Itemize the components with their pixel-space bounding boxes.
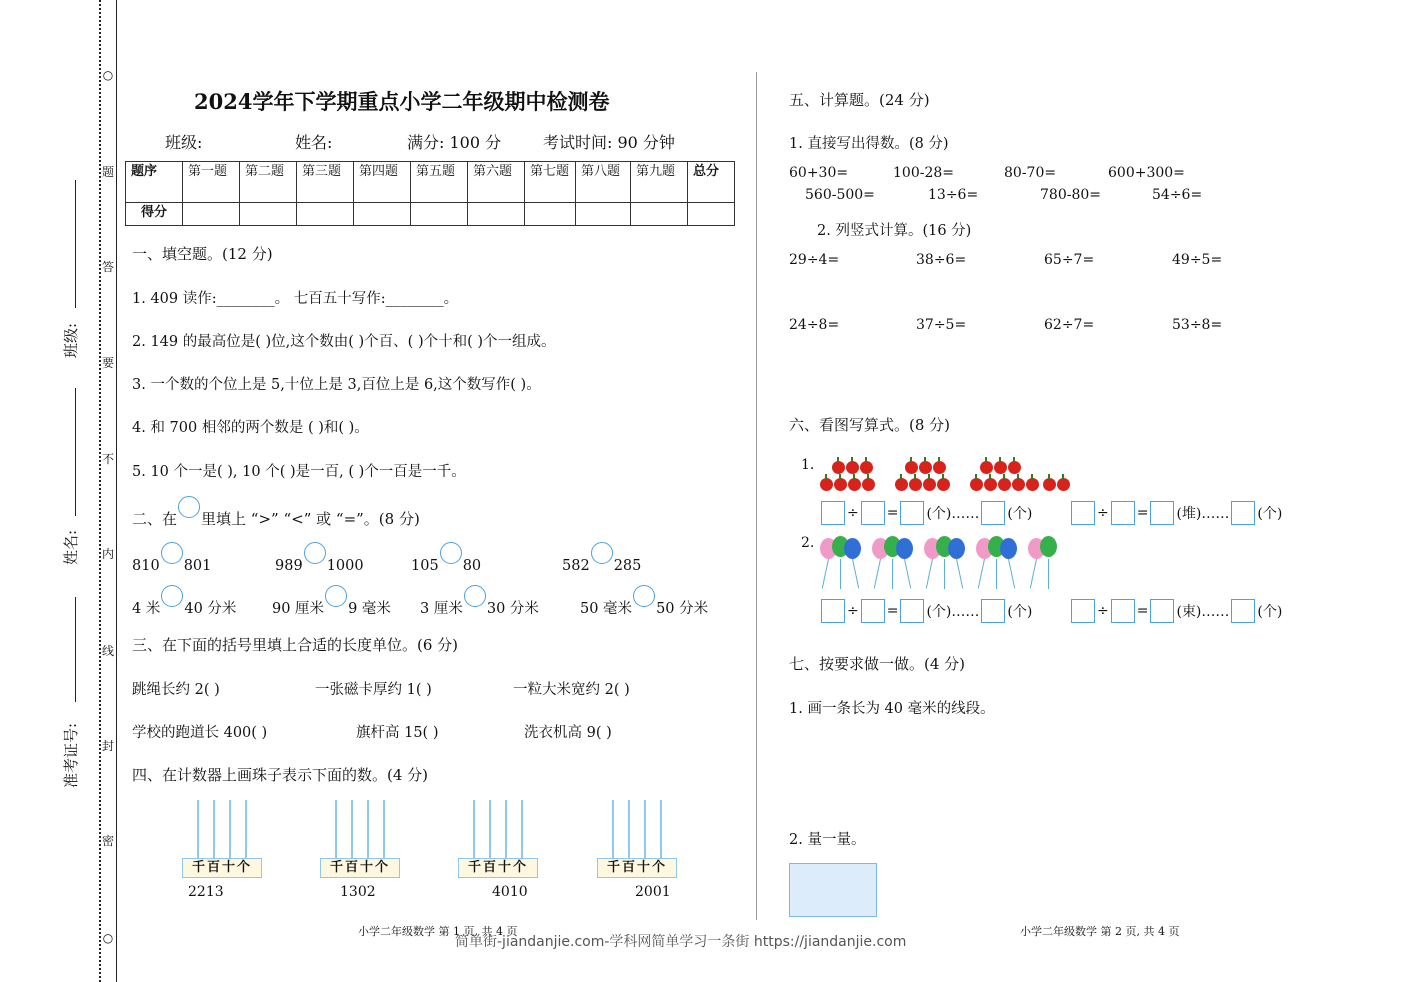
section3-heading: 三、在下面的括号里填上合适的长度单位。(6 分) [132,636,459,654]
s3-item: 洗衣机高 9( ) [524,725,612,741]
apple-icon [834,478,847,491]
balloon-string [1030,559,1037,589]
balloon-string [956,559,963,589]
compare-circle[interactable] [161,585,183,607]
unit-label: (个) [1257,506,1283,522]
balloon-icon [948,538,965,559]
balloon-string [1008,559,1015,589]
divide-sign: ÷ [1097,505,1109,521]
section6-heading: 六、看图写算式。(8 分) [789,416,951,434]
score-cell[interactable] [576,203,631,226]
pair-right: 1000 [326,558,364,574]
s2-pair [275,550,364,574]
answer-box[interactable] [1071,599,1095,623]
equals-sign: = [886,505,899,521]
apple-icon [860,461,873,474]
apple-icon [820,478,833,491]
side-label-exam-id: 准考证号: [62,722,80,788]
calc-item: 80-70= [1004,165,1057,181]
s2-pair [580,593,708,618]
answer-box[interactable] [1071,501,1095,525]
s1-item: 5. 10 个一是( ), 10 个( )是一百, ( )个一百是一千。 [132,464,466,480]
score-header: 题序 [126,162,183,203]
calc-item: 29÷4= [789,252,840,268]
score-header: 第八题 [576,162,631,203]
calc-item: 54÷6= [1152,187,1203,203]
s6-part2-label: 2. [801,535,815,551]
apple-icon [980,461,993,474]
pair-left: 50 毫米 [580,601,633,617]
section1-heading: 一、填空题。(12 分) [132,245,273,263]
s1-item: 2. 149 的最高位是( )位,这个数由( )个百、( )个十和( )个一组成。 [132,334,556,350]
calc-item: 53÷8= [1172,317,1223,333]
score-header: 总分 [688,162,735,203]
unit-label: (束)…… [1176,604,1230,620]
score-header: 第二题 [240,162,297,203]
s1-item: 1. 409 读作:________。 七百五十写作:________。 [132,291,459,307]
apple-icon [1057,478,1070,491]
balloon-string [840,559,841,589]
calc-item: 780-80= [1040,187,1101,203]
calc-item: 37÷5= [916,317,967,333]
section4-heading: 四、在计数器上画珠子表示下面的数。(4 分) [132,766,429,784]
section2-heading [132,504,420,529]
unit-label: (个)…… [926,604,980,620]
calc-item: 13÷6= [928,187,979,203]
compare-circle[interactable] [161,542,183,564]
balloon-string [978,559,985,589]
calc-item: 100-28= [893,165,954,181]
section5-heading: 五、计算题。(24 分) [789,91,930,109]
score-row-label: 得分 [126,203,183,226]
s3-item: 一粒大米宽约 2( ) [513,682,630,698]
abacus-number: 1302 [340,884,376,900]
compare-circle[interactable] [304,542,326,564]
apple-icon [1026,478,1039,491]
footer-left: 小学二年级数学 第 1 页, 共 4 页 [358,925,518,938]
apple-icon [923,478,936,491]
score-cell[interactable] [297,203,354,226]
calc-item: 65÷7= [1044,252,1095,268]
equation-row-4 [1071,599,1284,623]
calc-item: 49÷5= [1172,252,1223,268]
calc-item: 560-500= [805,187,875,203]
abacus [458,800,538,900]
pair-right: 9 毫米 [348,601,391,617]
s2-heading-b: 里填上 “>” “<” 或 “=”。(8 分) [201,510,420,528]
s5-sub2: 2. 列竖式计算。(16 分) [817,223,972,239]
seal-char: 要 [101,356,114,370]
compare-circle[interactable] [325,585,347,607]
equals-sign: = [1136,505,1149,521]
equation-row-1 [821,501,1034,525]
s2-pair [272,593,391,618]
score-cell[interactable] [525,203,576,226]
seal-char: ○ [102,68,114,82]
answer-box[interactable] [900,599,924,623]
apple-icon [846,461,859,474]
score-header: 第一题 [183,162,240,203]
s2-pair [132,550,211,574]
balloon-string [996,559,997,589]
seal-char: 题 [101,165,114,179]
side-label-class: 班级: [62,322,80,358]
seal-char: 密 [101,834,114,848]
balloon-string [904,559,911,589]
apple-icon [895,478,908,491]
seal-char: 封 [101,739,114,753]
abacus-number: 2213 [188,884,224,900]
section7-heading: 七、按要求做一做。(4 分) [789,655,966,673]
footer-right: 小学二年级数学 第 2 页, 共 4 页 [1020,925,1180,938]
score-header: 第五题 [411,162,468,203]
score-header: 第九题 [631,162,688,203]
info-name: 姓名: [295,133,333,152]
answer-box[interactable] [1231,501,1255,525]
pair-left: 582 [562,558,590,574]
apple-icon [933,461,946,474]
calc-item: 24÷8= [789,317,840,333]
name-fill-line [75,388,76,516]
unit-label: (个) [1007,506,1033,522]
abacus-place-labels: 千百十个 [320,858,400,878]
equals-sign: = [1136,603,1149,619]
compare-circle[interactable] [591,542,613,564]
pair-left: 105 [411,558,439,574]
pair-left: 3 厘米 [420,601,463,617]
calc-item: 62÷7= [1044,317,1095,333]
info-full-score: 满分: 100 分 [407,133,502,152]
s2-pair [411,550,481,574]
divide-sign: ÷ [847,603,859,619]
s6-part1-label: 1. [801,457,815,473]
s2-heading-a: 二、在 [132,510,178,528]
equation-row-2 [1071,501,1284,525]
s3-item: 一张磁卡厚约 1( ) [315,682,432,698]
measure-rectangle [789,863,877,917]
answer-box[interactable] [981,501,1005,525]
answer-box[interactable] [861,599,885,623]
pair-right: 801 [183,558,212,574]
compare-circle-icon [178,496,200,518]
seal-char: 线 [101,644,114,658]
apple-icon [862,478,875,491]
info-time: 考试时间: 90 分钟 [543,133,675,152]
s3-item: 跳绳长约 2( ) [132,682,220,698]
divide-sign: ÷ [1097,603,1109,619]
watermark: 简单街-jiandanjie.com-学科网简单学习一条街 https://jiandanjie.com [455,934,907,950]
score-cell[interactable] [631,203,688,226]
seal-char: 不 [101,452,114,466]
answer-box[interactable] [861,501,885,525]
s1-item: 4. 和 700 相邻的两个数是 ( )和( )。 [132,420,369,436]
unit-label: (个) [1257,604,1283,620]
score-cell[interactable] [240,203,297,226]
calc-item: 38÷6= [916,252,967,268]
answer-box[interactable] [981,599,1005,623]
seal-char: ○ [102,931,114,945]
equation-row-3 [821,599,1034,623]
pair-right: 30 分米 [486,601,539,617]
compare-circle[interactable] [440,542,462,564]
answer-box[interactable] [821,599,845,623]
apple-icon [848,478,861,491]
s7-item1: 1. 画一条长为 40 毫米的线段。 [789,701,995,717]
abacus-place-labels: 千百十个 [458,858,538,878]
compare-circle[interactable] [633,585,655,607]
score-cell[interactable] [468,203,525,226]
pair-left: 810 [132,558,160,574]
answer-box[interactable] [1231,599,1255,623]
seal-char: 内 [101,547,114,561]
pair-right: 80 [462,558,482,574]
score-header: 第四题 [354,162,411,203]
score-header: 第三题 [297,162,354,203]
apple-icon [919,461,932,474]
abacus [182,800,262,900]
balloon-string [1048,559,1049,589]
divide-sign: ÷ [847,505,859,521]
page-divider [756,72,757,920]
balloon-string [944,559,945,589]
balloon-icon [896,538,913,559]
side-label-name: 姓名: [62,529,80,565]
apple-icon [994,461,1007,474]
apple-icon [909,478,922,491]
score-cell[interactable] [688,203,735,226]
score-header: 第六题 [468,162,525,203]
score-header: 第七题 [525,162,576,203]
pair-right: 40 分米 [184,601,237,617]
answer-box[interactable] [821,501,845,525]
info-class: 班级: [165,133,203,152]
balloon-string [852,559,859,589]
pair-left: 989 [275,558,303,574]
seal-char: 答 [101,260,114,274]
balloon-string [926,559,933,589]
answer-box[interactable] [900,501,924,525]
page-title: 2024学年下学期重点小学二年级期中检测卷 [194,89,610,114]
calc-item: 60+30= [789,165,849,181]
s3-item: 旗杆高 15( ) [356,725,439,741]
abacus [597,800,677,900]
score-cell[interactable] [411,203,468,226]
s3-item: 学校的跑道长 400( ) [132,725,268,741]
binding-solid-line [116,0,117,982]
apple-icon [937,478,950,491]
s2-pair [420,593,539,618]
balloon-icon [1000,538,1017,559]
answer-box[interactable] [1150,501,1174,525]
s7-item2: 2. 量一量。 [789,832,866,848]
compare-circle[interactable] [464,585,486,607]
abacus [320,800,400,900]
exam-id-fill-line [75,597,76,702]
pair-left: 4 米 [132,601,161,617]
balloon-string [892,559,893,589]
pair-right: 285 [613,558,642,574]
answer-box[interactable] [1111,501,1135,525]
pair-left: 90 厘米 [272,601,325,617]
apple-icon [1008,461,1021,474]
apple-icon [998,478,1011,491]
apple-icon [832,461,845,474]
s5-sub1: 1. 直接写出得数。(8 分) [789,136,949,152]
answer-box[interactable] [1111,599,1135,623]
score-table [125,161,735,226]
unit-label: (个) [1007,604,1033,620]
class-fill-line [75,180,76,308]
s2-pair [132,593,236,618]
abacus-number: 2001 [635,884,671,900]
balloon-icon [1040,536,1057,557]
pair-right: 50 分米 [656,601,709,617]
equals-sign: = [886,603,899,619]
balloon-icon [844,538,861,559]
answer-box[interactable] [1150,599,1174,623]
unit-label: (堆)…… [1176,506,1230,522]
apple-icon [905,461,918,474]
abacus-place-labels: 千百十个 [597,858,677,878]
score-cell[interactable] [183,203,240,226]
apple-icon [1043,478,1056,491]
abacus-number: 4010 [492,884,528,900]
apple-icon [1012,478,1025,491]
apple-icon [970,478,983,491]
calc-item: 600+300= [1108,165,1185,181]
unit-label: (个)…… [926,506,980,522]
apple-icon [984,478,997,491]
abacus-place-labels: 千百十个 [182,858,262,878]
score-cell[interactable] [354,203,411,226]
balloon-string [874,559,881,589]
s1-item: 3. 一个数的个位上是 5,十位上是 3,百位上是 6,这个数写作( )。 [132,377,541,393]
s2-pair [562,550,641,574]
balloon-string [822,559,829,589]
